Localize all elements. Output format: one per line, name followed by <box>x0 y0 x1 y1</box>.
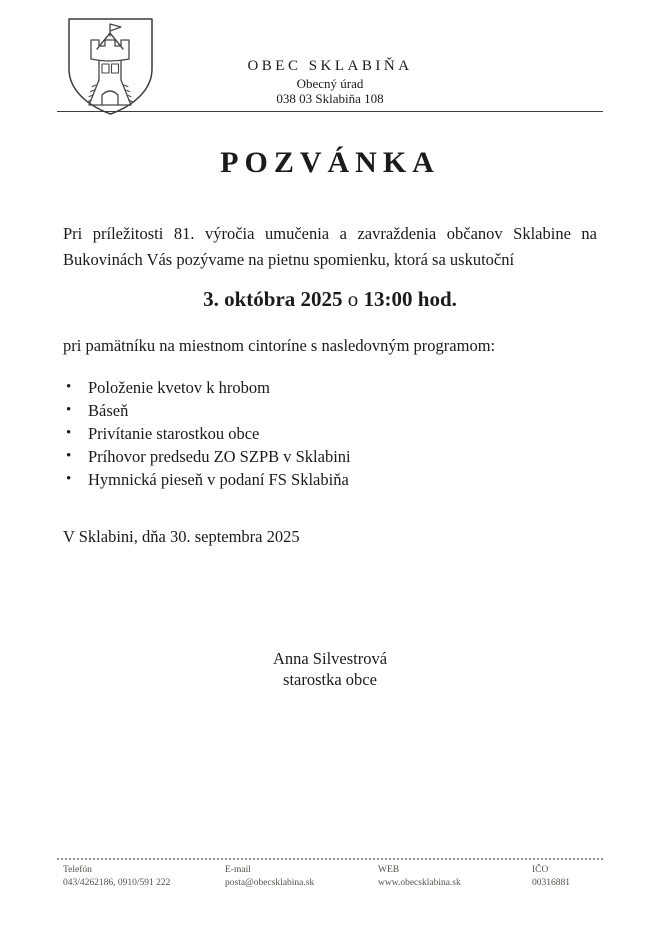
event-datetime <box>0 287 660 312</box>
program-item-text: Príhovor predsedu ZO SZPB v Sklabini <box>88 447 351 466</box>
program-intro: pri pamätníku na miestnom cintoríne s nasledovným programom: <box>63 336 496 355</box>
footer-web <box>378 864 461 890</box>
footer <box>57 858 603 900</box>
document-title: POZVÁNKA <box>220 146 440 179</box>
footer-web-value: www.obecsklabina.sk <box>378 878 461 888</box>
event-connector: o <box>347 287 359 311</box>
footer-phone-label: Telefón <box>63 865 92 875</box>
signatory-name: Anna Silvestrová <box>272 649 388 668</box>
program-item-text: Báseň <box>88 401 129 420</box>
list-item <box>66 445 566 468</box>
intro-paragraph <box>63 221 597 273</box>
bullet-icon: • <box>66 448 72 464</box>
event-time: 13:00 hod. <box>363 287 457 311</box>
program-item-text: Privítanie starostkou obce <box>88 424 260 443</box>
program-list <box>66 376 566 491</box>
program-item-text: Hymnická pieseň v podaní FS Sklabiňa <box>88 470 349 489</box>
signatory-role: starostka obce <box>283 670 377 689</box>
intro-line-2: Bukovinách Vás pozývame na pietnu spomienku, ktorá sa uskutoční <box>63 250 515 269</box>
letterhead <box>0 57 660 106</box>
intro-line-1: Pri príležitosti 81. výročia umučenia a zavraždenia občanov Sklabine na <box>63 224 597 243</box>
footer-email-label: E-mail <box>225 865 251 875</box>
footer-web-label: WEB <box>378 865 400 875</box>
list-item <box>66 376 566 399</box>
bullet-icon: • <box>66 471 72 487</box>
footer-phone <box>63 864 170 890</box>
list-item <box>66 422 566 445</box>
event-date: 3. októbra 2025 <box>203 287 343 311</box>
bullet-icon: • <box>66 379 72 395</box>
footer-email-value: posta@obecsklabina.sk <box>225 878 315 888</box>
bullet-icon: • <box>66 402 72 418</box>
office-name: Obecný úrad <box>296 76 364 91</box>
list-item <box>66 399 566 422</box>
place-date-line: V Sklabini, dňa 30. septembra 2025 <box>63 527 300 546</box>
footer-ico-label: IČO <box>532 865 549 875</box>
office-address: 038 03 Sklabiňa 108 <box>276 91 384 106</box>
footer-ico-value: 00316881 <box>532 878 570 888</box>
bullet-icon: • <box>66 425 72 441</box>
footer-phone-value: 043/4262186, 0910/591 222 <box>63 878 171 888</box>
signature-block <box>0 648 660 690</box>
municipality-name: OBEC SKLABIŇA <box>247 58 413 74</box>
footer-ico <box>532 864 570 890</box>
list-item <box>66 468 566 491</box>
header-divider <box>57 111 603 112</box>
footer-email <box>225 864 314 890</box>
program-item-text: Položenie kvetov k hrobom <box>88 378 270 397</box>
